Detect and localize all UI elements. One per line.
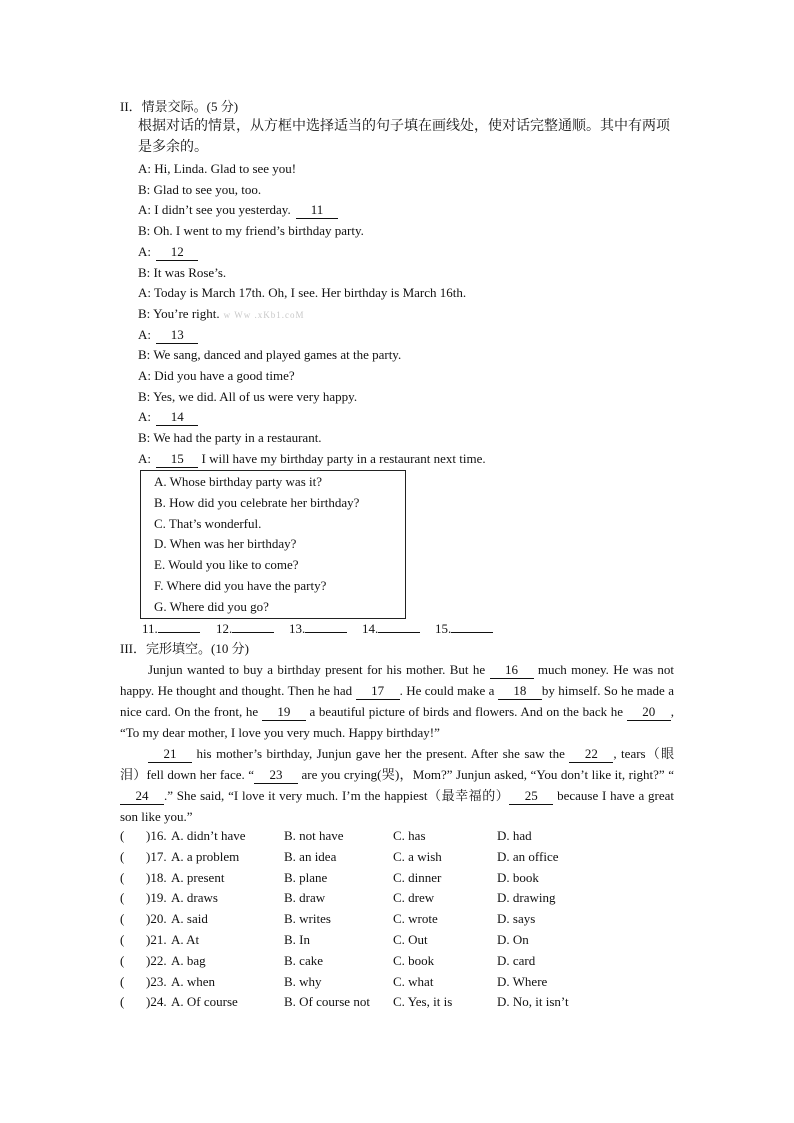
dialogue-line: [138, 284, 466, 302]
answer-slot: [289, 620, 347, 638]
cloze-text: .” She said, “I love it very much. I’m the happiest（最幸福的）: [164, 788, 510, 803]
answer-paren: (: [120, 932, 125, 947]
answer-slot-blank: [158, 632, 200, 633]
speaker-label: A:: [138, 409, 155, 425]
choice-c: C. wrote: [393, 911, 438, 927]
section2-instructions-cont: 是多余的。: [138, 140, 208, 155]
answer-slot-blank: [232, 632, 274, 633]
choice-b: B. Of course not: [284, 994, 370, 1010]
choice-d: D. No, it isn’t: [497, 994, 569, 1010]
dialogue-text: It was Rose’s.: [153, 264, 227, 280]
answer-paren: (: [120, 869, 125, 885]
answer-slot-blank: [378, 632, 420, 633]
answer-slot-number: 14.: [362, 621, 379, 636]
choice-a: A. present: [171, 869, 225, 885]
question-row: [120, 910, 720, 928]
cloze-blank: 25: [509, 788, 553, 805]
question-row: [120, 993, 720, 1011]
question-number: )18.: [146, 869, 167, 885]
answer-blank: 11: [296, 202, 338, 219]
dialogue-line: [138, 222, 364, 240]
cloze-paragraph-1: [120, 659, 674, 743]
choice-b: B. draw: [284, 890, 326, 906]
speaker-label: B:: [138, 305, 154, 321]
answer-slot-number: 12.: [216, 621, 233, 636]
answer-slot: [216, 620, 274, 638]
cloze-blank: 16: [490, 662, 534, 679]
choice-c: C. what: [393, 973, 434, 989]
choice-a: A. a problem: [171, 848, 240, 864]
choice-c: C. has: [393, 828, 426, 843]
cloze-text: a beautiful picture of birds and flowers. And on the back he: [305, 704, 627, 719]
choice-d: D. book: [497, 869, 539, 885]
choice-d: D. On: [497, 932, 529, 947]
dialogue-line: [138, 388, 357, 406]
dialogue-text: Glad to see you, too.: [153, 181, 262, 197]
question-number: )17.: [146, 848, 167, 864]
option-item: B. How did you celebrate her birthday?: [154, 494, 360, 510]
choice-c: C. dinner: [393, 869, 442, 885]
choice-c: C. book: [393, 952, 435, 968]
answer-blank: 14: [156, 409, 198, 426]
section2-title: II．情景交际。(5 分): [120, 99, 239, 114]
choice-c: C. drew: [393, 890, 435, 906]
speaker-label: A:: [138, 202, 155, 218]
choice-b: B. plane: [284, 869, 328, 885]
choice-d: D. drawing: [497, 890, 556, 906]
choice-a: A. draws: [171, 890, 218, 906]
dialogue-text: Hi, Linda. Glad to see you!: [154, 161, 297, 176]
answer-blank: 15: [156, 451, 198, 468]
question-number: )16.: [146, 828, 167, 843]
answer-slot-blank: [451, 632, 493, 633]
choice-a: A. said: [171, 911, 208, 927]
speaker-label: B:: [138, 181, 154, 197]
dialogue-text: I will have my birthday party in a restaurant next time.: [198, 450, 486, 466]
dialogue-line: [138, 429, 322, 447]
dialogue-line: [138, 243, 198, 261]
option-item: G. Where did you go?: [154, 598, 269, 614]
choice-d: D. had: [497, 828, 532, 843]
choice-a: A. Of course: [171, 994, 238, 1010]
dialogue-line: [138, 346, 401, 364]
speaker-label: B:: [138, 388, 154, 404]
dialogue-text: Oh. I went to my friend’s birthday party.: [153, 223, 364, 239]
choice-a: A. when: [171, 973, 216, 989]
answer-paren: (: [120, 828, 125, 843]
cloze-text: Junjun wanted to buy a birthday present for his mother. But he: [148, 662, 490, 677]
cloze-text: because I have a great son like you.”: [120, 788, 675, 824]
option-item: D. When was her birthday?: [154, 536, 297, 552]
answer-slot: [362, 620, 420, 638]
cloze-text: are you crying(哭)，Mom?” Junjun asked, “You don’t like it, right?” “: [298, 767, 674, 782]
cloze-text: by himself. So he made a nice card. On the front, he: [120, 683, 675, 719]
cloze-text: much money. He was not happy. He thought and thought. Then he had: [120, 662, 674, 698]
dialogue-text: Yes, we did. All of us were very happy.: [153, 388, 358, 404]
question-row: [120, 973, 720, 991]
dialogue-text: I didn’t see you yesterday.: [154, 202, 294, 218]
choice-c: C. a wish: [393, 848, 442, 864]
answer-slot-number: 13.: [289, 621, 306, 636]
dialogue-text: We had the party in a restaurant.: [153, 430, 322, 446]
speaker-label: A:: [138, 285, 155, 301]
choice-b: B. an idea: [284, 848, 337, 864]
dialogue-text: Today is March 17th. Oh, I see. Her birthday is March 16th.: [154, 285, 467, 301]
cloze-text: , tears（眼泪）fell down her face. “: [120, 746, 675, 782]
dialogue-text: We sang, danced and played games at the party.: [153, 347, 402, 363]
choice-c: C. Out: [393, 932, 428, 947]
option-item: F. Where did you have the party?: [154, 578, 327, 593]
choice-d: D. says: [497, 911, 536, 927]
cloze-text: , “To my dear mother, I love you very much. Happy birthday!”: [120, 704, 674, 740]
option-item: A. Whose birthday party was it?: [154, 474, 322, 489]
cloze-blank: 19: [262, 704, 306, 721]
choice-a: A. At: [171, 932, 200, 947]
question-row: [120, 889, 720, 907]
answer-blank: 12: [156, 244, 198, 261]
choice-d: D. an office: [497, 848, 559, 864]
speaker-label: B:: [138, 347, 154, 363]
dialogue-line: [138, 305, 304, 324]
answer-slot-blank: [305, 632, 347, 633]
dialogue-line: [138, 201, 338, 219]
answer-paren: (: [120, 890, 125, 906]
dialogue-line: [138, 181, 261, 199]
choice-b: B. why: [284, 973, 322, 989]
choice-c: C. Yes, it is: [393, 994, 453, 1010]
option-item: E. Would you like to come?: [154, 557, 299, 573]
speaker-label: A:: [138, 368, 155, 383]
option-item: C. That’s wonderful.: [154, 515, 262, 531]
speaker-label: A:: [138, 161, 155, 176]
answer-slot-number: 11.: [142, 621, 158, 636]
question-row: [120, 827, 720, 845]
question-number: )21.: [146, 932, 167, 947]
choice-a: A. didn’t have: [171, 828, 246, 843]
answer-paren: (: [120, 973, 125, 989]
question-row: [120, 869, 720, 887]
cloze-blank: 24: [120, 788, 164, 805]
question-row: [120, 931, 720, 949]
dialogue-line: [138, 264, 226, 282]
cloze-paragraph-2: [120, 743, 674, 827]
answer-slot: [435, 620, 493, 638]
choice-b: B. cake: [284, 952, 323, 968]
speaker-label: A:: [138, 326, 155, 342]
choice-a: A. bag: [171, 952, 206, 968]
dialogue-text: You’re right.: [153, 305, 220, 321]
choice-b: B. not have: [284, 828, 344, 843]
cloze-text: . He could make a: [399, 683, 498, 698]
dialogue-line: [138, 326, 198, 344]
question-number: )24.: [146, 994, 167, 1010]
cloze-blank: 17: [356, 683, 400, 700]
question-row: [120, 952, 720, 970]
question-number: )19.: [146, 890, 167, 906]
cloze-blank: 21: [148, 746, 192, 763]
section2-instructions: 根据对话的情景，从方框中选择适当的句子填在画线处，使对话完整通顺。其中有两项: [138, 119, 670, 134]
choice-b: B. writes: [284, 911, 331, 927]
choice-d: D. card: [497, 952, 536, 968]
speaker-label: A:: [138, 243, 155, 259]
answer-slot: [142, 620, 200, 638]
cloze-blank: 20: [627, 704, 671, 721]
dialogue-line: [138, 367, 295, 385]
speaker-label: A:: [138, 450, 155, 466]
dialogue-line: [138, 408, 198, 426]
speaker-label: B:: [138, 430, 154, 446]
answer-paren: (: [120, 952, 125, 968]
dialogue-text: Did you have a good time?: [154, 368, 295, 383]
question-number: )22.: [146, 952, 167, 968]
speaker-label: B:: [138, 264, 154, 280]
choice-b: B. In: [284, 932, 310, 947]
watermark: w Ww .xKb1.coM: [223, 309, 305, 320]
options-box: [140, 470, 406, 619]
speaker-label: B:: [138, 223, 154, 239]
cloze-blank: 23: [254, 767, 298, 784]
dialogue-line: [138, 160, 296, 178]
question-number: )20.: [146, 911, 167, 927]
answer-paren: (: [120, 848, 125, 864]
cloze-blank: 22: [569, 746, 613, 763]
cloze-blank: 18: [498, 683, 542, 700]
choice-d: D. Where: [497, 973, 548, 989]
section3-title: III．完形填空。(10 分): [120, 641, 249, 656]
answer-paren: (: [120, 911, 125, 927]
answer-blank: 13: [156, 327, 198, 344]
dialogue-line: [138, 450, 486, 468]
question-row: [120, 848, 720, 866]
answer-paren: (: [120, 994, 125, 1010]
answer-slot-number: 15.: [435, 621, 452, 636]
cloze-text: his mother’s birthday, Junjun gave her the present. After she saw the: [192, 746, 570, 761]
question-number: )23.: [146, 973, 167, 989]
